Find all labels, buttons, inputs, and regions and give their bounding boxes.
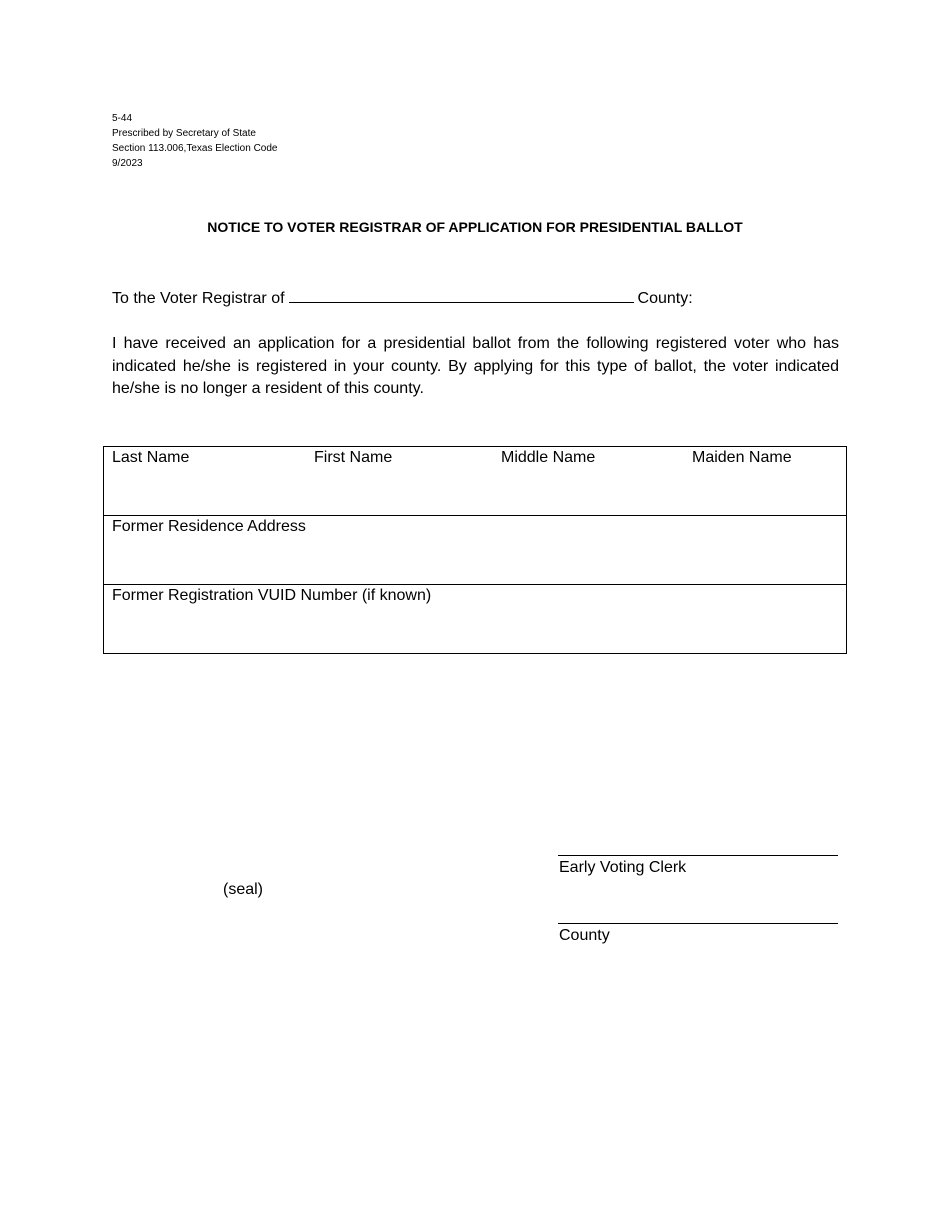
name-row[interactable]	[104, 447, 846, 515]
county-signature-line[interactable]	[558, 906, 838, 924]
county-label: County	[559, 927, 610, 944]
statute-reference: Section 113.006,Texas Election Code	[112, 143, 278, 154]
seal-label: (seal)	[223, 881, 264, 898]
middle-name-label: Middle Name	[501, 449, 596, 466]
form-header	[112, 111, 277, 171]
voter-info-table	[103, 446, 847, 654]
vuid-row[interactable]	[104, 584, 846, 653]
clerk-signature-line[interactable]	[558, 838, 838, 856]
revision-date: 9/2023	[112, 158, 143, 169]
addressee-line	[112, 288, 693, 308]
former-address-label: Former Residence Address	[112, 518, 306, 535]
last-name-label: Last Name	[112, 449, 190, 466]
address-row[interactable]	[104, 515, 846, 584]
notice-paragraph: I have received an application for a presidential ballot from the following registered voter who has indicated he/she is registered in your county. By applying for this type of ballot, the voter indicated he/she is no longer a resident of this county.	[112, 335, 839, 397]
vuid-label: Former Registration VUID Number (if known)	[112, 587, 432, 604]
addressee-prefix: To the Voter Registrar of	[112, 290, 285, 307]
maiden-name-label: Maiden Name	[692, 449, 792, 466]
form-number: 5-44	[112, 113, 133, 124]
county-blank-field[interactable]	[289, 288, 634, 303]
addressee-suffix: County:	[637, 290, 693, 307]
clerk-label: Early Voting Clerk	[559, 859, 687, 876]
document-title: NOTICE TO VOTER REGISTRAR OF APPLICATION FOR PRESIDENTIAL BALLOT	[207, 219, 743, 235]
first-name-label: First Name	[314, 449, 393, 466]
prescribed-by: Prescribed by Secretary of State	[112, 128, 256, 139]
